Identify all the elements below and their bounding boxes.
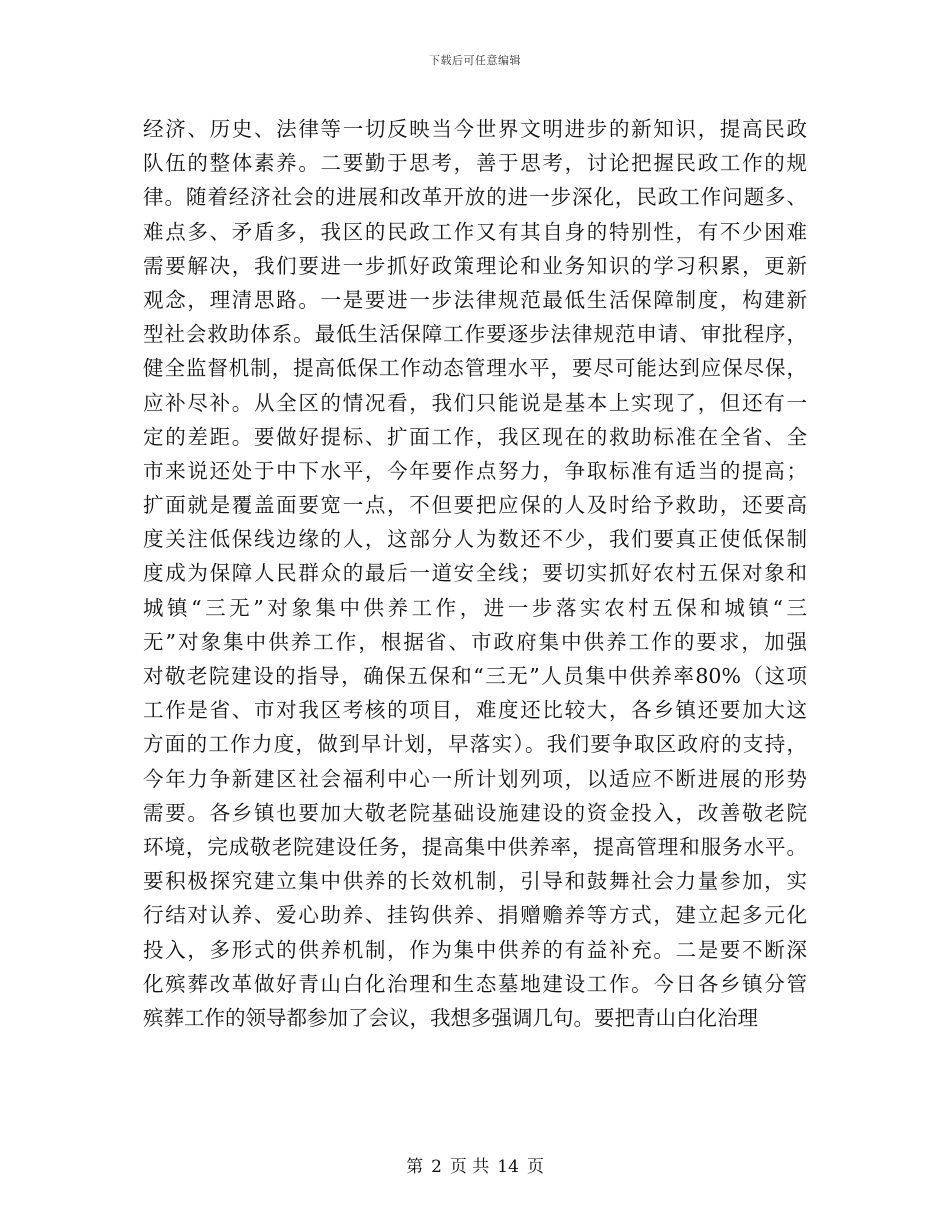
footer-prefix: 第 <box>406 1157 424 1177</box>
text-line: 度关注低保线边缘的人，这部分人为数还不少，我们要真正使低保制 <box>143 527 807 552</box>
text-line: 市来说还处于中下水平，今年要作点努力，争取标准有适当的提高； <box>143 458 807 483</box>
text-line: 行结对认养、爱心助养、挂钩供养、捐赠赡养等方式，建立起多元化 <box>143 903 807 928</box>
body-text <box>143 112 807 1035</box>
text-line: 城镇“三无”对象集中供养工作，进一步落实农村五保和城镇“三 <box>143 595 807 620</box>
text-line: 健全监督机制，提高低保工作动态管理水平，要尽可能达到应保尽保， <box>143 356 807 381</box>
text-line: 无”对象集中供养工作，根据省、市政府集中供养工作的要求，加强 <box>143 629 807 654</box>
text-line: 经济、历史、法律等一切反映当今世界文明进步的新知识，提高民政 <box>143 117 807 141</box>
text-line: 工作是省、市对我区考核的项目，难度还比较大，各乡镇还要加大这 <box>143 698 807 723</box>
footer-page-number: 2 <box>431 1157 442 1177</box>
text-line: 度成为保障人民群众的最后一道安全线；要切实抓好农村五保对象和 <box>143 561 807 586</box>
text-line: 方面的工作力度，做到早计划，早落实）。我们要争取区政府的支持， <box>143 732 807 757</box>
text-line: 要积极探究建立集中供养的长效机制，引导和鼓舞社会力量参加，实 <box>143 869 807 894</box>
page-footer <box>0 1152 950 1177</box>
text-line: 难点多、矛盾多，我区的民政工作又有其自身的特别性，有不少困难 <box>143 219 807 244</box>
text-line: 环境，完成敬老院建设任务，提高集中供养率，提高管理和服务水平。 <box>143 834 807 859</box>
text-line: 队伍的整体素养。二要勤于思考，善于思考，讨论把握民政工作的规 <box>143 151 807 176</box>
footer-middle: 页 共 <box>449 1157 490 1177</box>
page-header: 下载后可任意编辑 <box>429 54 521 67</box>
text-line: 扩面就是覆盖面要宽一点，不但要把应保的人及时给予救助，还要高 <box>143 493 807 518</box>
text-line: 殡葬工作的领导都参加了会议，我想多强调几句。要把青山白化治理 <box>143 1005 758 1030</box>
footer-suffix: 页 <box>526 1157 544 1177</box>
text-line: 律。随着经济社会的进展和改革开放的进一步深化，民政工作问题多、 <box>143 185 807 210</box>
text-line: 型社会救助体系。最低生活保障工作要逐步法律规范申请、审批程序， <box>143 322 807 347</box>
footer-total-pages: 14 <box>497 1157 519 1177</box>
text-line: 对敬老院建设的指导，确保五保和“三无”人员集中供养率80%（这项 <box>143 664 807 688</box>
text-line: 今年力争新建区社会福利中心一所计划列项，以适应不断进展的形势 <box>143 766 807 791</box>
text-line: 需要解决，我们要进一步抓好政策理论和业务知识的学习积累，更新 <box>143 253 807 278</box>
text-line: 需要。各乡镇也要加大敬老院基础设施建设的资金投入，改善敬老院 <box>143 800 807 825</box>
text-line: 观念，理清思路。一是要进一步法律规范最低生活保障制度，构建新 <box>143 287 807 312</box>
text-line: 化殡葬改革做好青山白化治理和生态墓地建设工作。今日各乡镇分管 <box>143 971 807 996</box>
text-line: 投入，多形式的供养机制，作为集中供养的有益补充。二是要不断深 <box>143 937 807 962</box>
text-line: 定的差距。要做好提标、扩面工作，我区现在的救助标准在全省、全 <box>143 424 807 449</box>
text-line: 应补尽补。从全区的情况看，我们只能说是基本上实现了，但还有一 <box>143 390 807 415</box>
